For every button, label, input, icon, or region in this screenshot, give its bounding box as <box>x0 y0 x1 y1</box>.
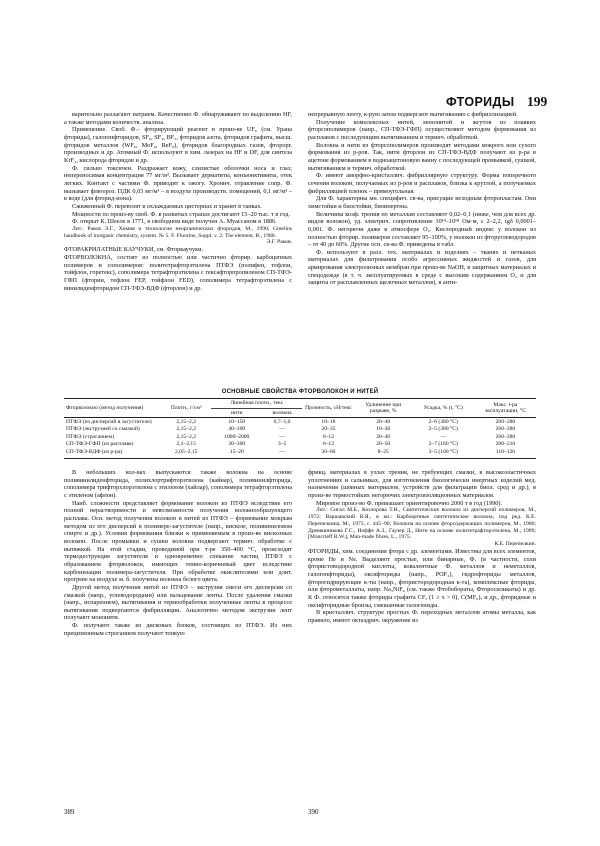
table-cell: 3–5 (100 °С) <box>412 449 475 459</box>
table-cell: 8–25 <box>355 449 412 459</box>
paragraph: Волокна и нити из фторсополимеров производят методами мокрого или сухого формования из р-ров. Так, нити фторлон из СП-ТФЭ-ВДФ получают из р-ра в ацетоне формованием в водноацетоновую ванну с последующей промывкой, сушкой, вытягиванием и термич. обработкой. <box>308 141 536 172</box>
paragraph: Ф. получают также из дисковых блоков, состоящих из ПТФЭ. Из них прецизионным строганием получают тонкую <box>64 622 292 637</box>
table-row <box>64 449 536 459</box>
paragraph: Ф. сильно токсичен. Раздражает кожу, слизистые оболочки носа и глаз; непереносимая концентрация 77 мг/м³. Вызывает дерматиты, конъюнктивиты, отек легких. Контакт с частями Ф. приводит к ожогу. Хронич. отравление сопр. Ф. вызывает флюороз. ПДК 0,03 мг/м³ – в воздухе производств. помещений, 0,1 мг/м³ – в воде (для фторид-иона). <box>64 164 292 203</box>
paragraph: ФТОРАКРИЛАТНЫЕ КАУЧУКИ, см. Фторкаучуки. <box>64 246 204 254</box>
properties-table-body <box>64 418 536 458</box>
table-cell: — <box>262 449 302 459</box>
table-cell: 20–40 <box>376 418 391 425</box>
table-cell: 200–210 <box>495 441 516 448</box>
paragraph: Для Ф. характерны мн. специфич. св-ва, присущие исходным фторопластам. Они химстойки и биостойки, биоинертны. <box>308 195 536 210</box>
col-header-max-temperature: Макс. t-ра эксплуатации, °С <box>475 399 536 418</box>
table-cell: ПТФЭ (из дисперсий в загустителе) <box>66 418 152 425</box>
table-cell: СП-ТФЭ-ВДФ (из р-ра) <box>64 449 161 459</box>
paragraph: Э.Г. Раков. <box>266 239 292 246</box>
table-cell: 10–18 <box>321 418 336 425</box>
table-cell: 20–50 <box>376 441 391 448</box>
table-cell: 10–150 <box>228 418 246 425</box>
table-cell: 260–280 <box>495 433 516 440</box>
paragraph: В небольших кол-вах выпускаются также волокна на основе поливинилиденфторида, полихлортрифторэтилена (кайнар), поливинилфторида, сополимера трифторхлорэтилена с этиленом (хайлар), сополимера тетрафторэтилена с этиленом (афлон). <box>64 469 292 499</box>
page-number-right: 390 <box>308 808 319 816</box>
table-cell: 2–6 (380 °С) <box>428 418 458 425</box>
table-row <box>64 433 536 441</box>
col-header-shrinkage: Усадка, % (t, °С) <box>412 399 475 418</box>
table-cell: ПТФЭ (экструзией со смазкой) <box>66 426 140 433</box>
table-cell: ПТФЭ (строганием) <box>66 433 114 440</box>
paragraph: Применение. Своб. Ф.– фторирующий реагент в произ-ве UF₆ (см. Урана фториды), галогенфторидов, SF₆, SF₄, BF₃, фторидов азота, фторидов графита, высш. фторидов металлов (WF₆, MoF₆, ReF₆), фторидов благородных газов, фторорг. производных и др. Атомный Ф. используют в хим. лазерах на HF и DF, для синтеза KrF₂, кислорода фторидов и др. <box>64 126 292 164</box>
table-row <box>64 441 536 449</box>
table-cell: 3–5 <box>277 441 287 448</box>
table-cell: — <box>279 433 285 440</box>
paragraph: ФТОРИДЫ, хим. соединения фтора с др. элементами. Известны для всех элементов, кроме He и Ne. Выделяют простые, или бинарные, Ф. (в частности, соли фтористоводородной кислоты, ковалентные Ф. металлов и неметаллов, галогенфториды), оксифториды (напр., POF₃), гидрофториды металлов, фторогидрирующие к-ты (напр., фтористородородная к-та), комплексные фториды, или фторометаллаты, напр. Na₃NiF₆ (см. также Фтобобораты, Фторосиликаты) и др. К Ф. относятся также фториды графита CFₓ (1 ≥ x > 0), C(MF₆)ₓ и др., фторидные и оксифторидные бронзы, смешанные галогениды. <box>308 548 536 609</box>
text-column-left-bottom <box>64 469 292 637</box>
col-header-thread: нити <box>211 408 262 418</box>
paragraph: Мировое произ-во Ф. превышает ориентировочно 2000 т в год (1990). <box>316 499 503 507</box>
page-number-left: 389 <box>64 808 75 816</box>
table-row <box>64 426 536 434</box>
paragraph: Ф. используют в разл. тех. материалах и изделиях – тканях и нетканых материалах для фильтрования особо агрессивных жидкостей и газов, для армирования электролизных мембран при произ-ве NaOH, в защитных материалах и спецодежде (в т. ч. эксплуатируемых в среде с высоким содержанием O₂ и для защиты от расплавленных щелочных металлов), в анти- <box>308 248 536 287</box>
paragraph: Ф. открыт К. Шееле в 1771, в свободном виде получен А. Муассаном в 1886. <box>72 218 277 226</box>
paragraph: ФТОРВОЛОКНА, состоят из полностью или частично фторир. карбоцепных полимеров и сополимеров: политетрафторэтилена ПТФЭ (полифен, тефлон, тойфлон, горетекс), сополимера тетрафторэтилена с гексафторпропиленом СП-ТФЭ-ГФП (фторин, тефлон FEP, тойфлон FED), сополимера тетрафторэтилена с винилиденфторидом СП-ТФЭ-ВДФ (фторлон) и др. <box>64 253 292 292</box>
table-cell: СП-ТФЭ-ГФП (из расплава) <box>66 441 134 448</box>
paragraph: Ф. имеют аморфно-кристаллич. фибриллярную структуру. Форма поперечного сечения волокон, получаемых из р-ров и расплавов, близка к круглой, а получаемых фибрилляцией пленок – прямоугольная. <box>308 172 536 195</box>
paragraph: варительно разлагают натрием. Качественно Ф. обнаруживают по выделению HF, а также методами количеств. анализа. <box>64 111 292 126</box>
table-cell: 260–280 <box>495 418 516 425</box>
paragraph: Лит.: Сигал М.Б., Козлорова Т.Н., Синтетические волокна из дисперсий полимеров, М., 1972; Варшавский В.Я., в кн.: Карбоцепные синтетические волокна, под ред. К.Е. Перепелкина, М., 1973, с. 445–90; Волокна на основе фторсодержащих полимеров, М., 1980; Древешникова Г.С., Иоффе А.З., Гаузер Д., Нити на основе политетрафторэтилена, М., 1989; [Moncrieff R.W.], Man-made fibres, L., 1975. <box>308 507 536 541</box>
table-row <box>64 418 536 426</box>
table-cell: — <box>279 426 285 433</box>
paragraph: Сжиженный Ф. перевозят в охлаждаемых цистернах и хранят в танках. <box>72 202 262 210</box>
table-cell: 0,7–1,0 <box>273 418 291 425</box>
paragraph: Мощности по произ-ву своб. Ф. в развитых странах достигают 15–20 тыс. т в год. <box>72 210 291 218</box>
running-header-title: ФТОРИДЫ <box>446 95 515 109</box>
table-cell: 2,1–2,15 <box>176 441 196 448</box>
table-cell: 2–7 (160 °С) <box>428 441 458 448</box>
table-cell: 10–30 <box>376 426 391 433</box>
paragraph: Получение комплексных нитей, мононитей и жгутов из плавких фторсополимеров (напр., СП-ТФЭ-ГФП) осуществляют методом формования из расплавов с последующим вытягиванием и термич. обработкой. <box>308 118 536 141</box>
table-cell: 20–35 <box>321 426 336 433</box>
table-cell: 2,15–2,2 <box>176 426 196 433</box>
table-cell: 260–280 <box>495 426 516 433</box>
text-column-right-top <box>308 111 536 287</box>
paragraph: фрикц. материалах в узлах трения, не требующих смазки, в высокоэластичных уплотнениях и сальниках, для изготовления биологически инертных изделий мед. назначения (шовных материалов, устройств для фильтрации биол. сред и др.), в произ-ве термостойких негорючих электроизоляционных материалов. <box>308 469 536 499</box>
col-header-strength: Прочность, сН/текс <box>302 399 355 418</box>
running-header-page-number: 199 <box>527 94 548 109</box>
table-cell: 20–40 <box>376 433 391 440</box>
col-header-linear-density: Линейная плотн., текс <box>211 399 302 409</box>
paragraph: непрерывную ленту, к-рую затем подвергают вытягиванию с фибриллизацией. <box>308 111 518 118</box>
table-cell: — <box>440 433 447 440</box>
paragraph: Лит.: Раков Э.Г., Химия и технология неорганических фторидов, М., 1990; Gmelins handbook of inorganic chemistry, system. № 5. F. Fluorine, Suppl. v. 2. The element, B., 1980. <box>64 225 292 239</box>
paragraph: Наиб. сложности представляет формование волокон из ПТФЭ вследствие его полной нерастворимости и невозможности получения волокнообразующего расплава. Осн. метод получения волокон и нитей из ПТФЭ – формование мокрым методом из его дисперсий в полимере-загустителе (напр., вискозе, поливиниловом спирте и др.). Условия формования близки к применяемым в произ-ве вискозных волокон. После промывки и сушки волокна подвергают термич. обработке с вытяжкой. На этой стадии, проводимой при т-ре 350–400 °С, происходят термодеструкция загустителя и одновременно спекание частиц ПТФЭ с образованием фторволокон, имеющих темно-коричневый цвет вследствие карбонизации полимера-загустителя. При обработке окислителями или длит. прогреве на воздухе м. б. получены волокна белого цвета. <box>64 499 292 584</box>
table-cell: 110–120 <box>475 449 536 459</box>
text-column-right-bottom <box>308 469 536 625</box>
table-title: ОСНОВНЫЕ СВОЙСТВА ФТОРВОЛОКОН И НИТЕЙ <box>221 389 379 395</box>
table-cell: 30–300 <box>228 441 246 448</box>
table-cell: 40–100 <box>228 426 246 433</box>
text-column-left-top <box>64 111 292 292</box>
paragraph: Величины коэф. трения по металлам составляют 0,02–0,1 (ниже, чем для всех др. видов волокон), уд. электрич. сопротивление 10¹⁴–10¹⁸ Ом·м, ε 2–2,2, tgδ 0,0001–0,001. Ф. негорючи даже в атмосфере O₂. Кислородный индекс у волокон из полностью фторир. полимеров составляет 95–100%, у волокон из фторуглеводородов – от 40 до 60%. Другие осн. св-ва Ф. приведены в табл. <box>308 210 536 249</box>
paragraph: Другой метод получения нитей из ПТФЭ – экструзия смеси его дисперсии со смазкой (напр., углеводородами) или вальцевание ленты. После удаления смазки (напр., испарением), вытягивания и термообработки полученные ленты в процессе вытягивания подвергаются фибрилляции. Аналогично методом экструзии лент получают мононити. <box>64 583 292 622</box>
table-cell: 6–12 <box>322 441 334 448</box>
table-cell: 2,15–2,2 <box>176 418 196 425</box>
paragraph: К.Е. Перепелкин. <box>494 541 536 548</box>
table-cell: 1000–2000 <box>224 433 250 440</box>
col-header-elongation: Удлинение при разрыве, % <box>355 399 412 418</box>
col-header-fiber: волокна <box>262 408 302 418</box>
col-header-kind: Фторволокно (метод получения) <box>64 399 161 418</box>
table-cell: 2–5 (380 °С) <box>428 426 458 433</box>
table-cell: 15–20 <box>211 449 262 459</box>
table-cell: 30–60 <box>302 449 355 459</box>
properties-table <box>64 398 536 459</box>
col-header-density: Плотн., г/см³ <box>161 399 212 418</box>
table-cell: 2,05–2,15 <box>161 449 212 459</box>
paragraph: В кристаллич. структуре простых Ф. переходных металлов атомы металла, как правило, имеют октаэдрич. окружение из <box>308 609 536 624</box>
table-cell: 6–12 <box>322 433 334 440</box>
table-cell: 2,15–2,2 <box>176 433 196 440</box>
